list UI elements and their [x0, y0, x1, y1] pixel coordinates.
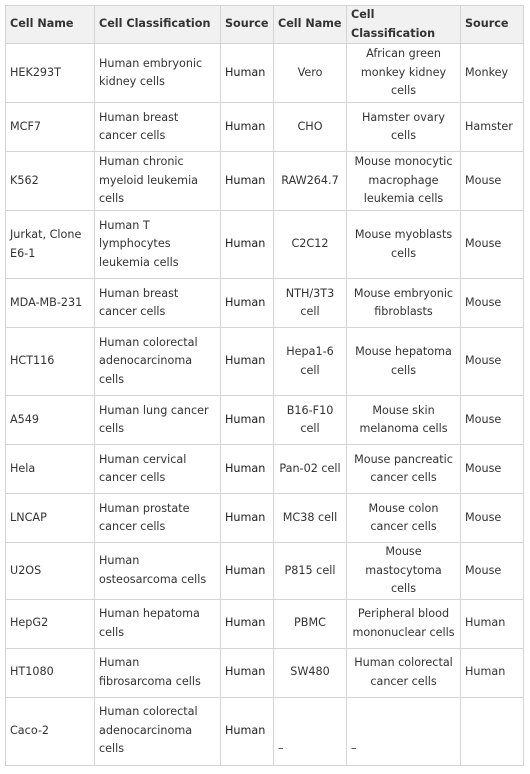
cell-source-2: Mouse [461, 494, 524, 543]
cell-source: Human [221, 648, 274, 697]
cell-classification-2: Mouse myoblasts cells [347, 211, 461, 279]
cell-name: HepG2 [6, 599, 95, 648]
header-cell-classification: Cell Classification [95, 6, 221, 44]
cell-name-2: Pan-02 cell [274, 445, 347, 494]
cell-source-2: Mouse [461, 279, 524, 328]
cell-source-2: Mouse [461, 396, 524, 445]
cell-name: LNCAP [6, 494, 95, 543]
cell-name: Caco-2 [6, 697, 95, 765]
table-row [6, 328, 524, 396]
cell-classification: Human colorectal adenocarcinoma cells [95, 697, 221, 765]
table-row [6, 445, 524, 494]
cell-name-2: RAW264.7 [274, 152, 347, 211]
table-row [6, 648, 524, 697]
table-row [6, 543, 524, 600]
cell-classification: Human colorectal adenocarcinoma cells [95, 328, 221, 396]
cell-name-2: B16-F10 cell [274, 396, 347, 445]
cell-name: A549 [6, 396, 95, 445]
table-row [6, 211, 524, 279]
cell-name: HCT116 [6, 328, 95, 396]
cell-classification-2: Hamster ovary cells [347, 103, 461, 152]
table-row [6, 279, 524, 328]
cell-source-2: Mouse [461, 543, 524, 600]
cell-classification-2: Mouse hepatoma cells [347, 328, 461, 396]
cell-classification-2: Mouse embryonic fibroblasts [347, 279, 461, 328]
table-row [6, 152, 524, 211]
cell-source-2: Human [461, 648, 524, 697]
cell-source: Human [221, 103, 274, 152]
cell-classification: Human lung cancer cells [95, 396, 221, 445]
cell-source: Human [221, 396, 274, 445]
cell-classification: Human hepatoma cells [95, 599, 221, 648]
cell-name: Jurkat, Clone E6-1 [6, 211, 95, 279]
cell-classification-2: Mouse skin melanoma cells [347, 396, 461, 445]
cell-name-2: CHO [274, 103, 347, 152]
cell-name-2: Vero [274, 44, 347, 103]
table-row [6, 44, 524, 103]
cell-name-2: NTH/3T3 cell [274, 279, 347, 328]
cell-classification: Human cervical cancer cells [95, 445, 221, 494]
cell-name: HEK293T [6, 44, 95, 103]
table-row [6, 599, 524, 648]
cell-classification-2: Mouse colon cancer cells [347, 494, 461, 543]
cell-name-2: PBMC [274, 599, 347, 648]
cell-source: Human [221, 599, 274, 648]
cell-name: U2OS [6, 543, 95, 600]
cell-classification: Human breast cancer cells [95, 103, 221, 152]
header-cell-name: Cell Name [6, 6, 95, 44]
cell-source: Human [221, 279, 274, 328]
cell-name: MDA-MB-231 [6, 279, 95, 328]
table-body [6, 44, 524, 766]
cell-name-2: P815 cell [274, 543, 347, 600]
cell-source: Human [221, 494, 274, 543]
header-source: Source [221, 6, 274, 44]
cell-line-table [5, 5, 524, 766]
cell-source-2: Mouse [461, 445, 524, 494]
table-row [6, 494, 524, 543]
cell-name-2: SW480 [274, 648, 347, 697]
table-header-row [6, 6, 524, 44]
cell-classification-2: Peripheral blood mononuclear cells [347, 599, 461, 648]
cell-name: Hela [6, 445, 95, 494]
cell-classification: Human breast cancer cells [95, 279, 221, 328]
cell-source: Human [221, 152, 274, 211]
table-row [6, 697, 524, 765]
cell-classification-2: African green monkey kidney cells [347, 44, 461, 103]
header-cell-name-2: Cell Name [274, 6, 347, 44]
cell-name: MCF7 [6, 103, 95, 152]
cell-name-2: MC38 cell [274, 494, 347, 543]
cell-name-2: Hepa1-6 cell [274, 328, 347, 396]
header-source-2: Source [461, 6, 524, 44]
cell-classification: Human T lymphocytes leukemia cells [95, 211, 221, 279]
cell-classification: Human osteosarcoma cells [95, 543, 221, 600]
cell-classification-2: Mouse pancreatic cancer cells [347, 445, 461, 494]
cell-source-2: Mouse [461, 328, 524, 396]
cell-source-2: Human [461, 599, 524, 648]
cell-classification-2: – [347, 697, 461, 765]
table-row [6, 103, 524, 152]
cell-classification-2: Mouse mastocytoma cells [347, 543, 461, 600]
cell-source: Human [221, 543, 274, 600]
cell-source: Human [221, 445, 274, 494]
cell-classification: Human prostate cancer cells [95, 494, 221, 543]
cell-classification: Human chronic myeloid leukemia cells [95, 152, 221, 211]
cell-source-2: Hamster [461, 103, 524, 152]
cell-name: HT1080 [6, 648, 95, 697]
cell-source-2 [461, 697, 524, 765]
cell-source: Human [221, 328, 274, 396]
cell-name: K562 [6, 152, 95, 211]
cell-name-2: – [274, 697, 347, 765]
table-row [6, 396, 524, 445]
cell-source: Human [221, 44, 274, 103]
cell-classification-2: Mouse monocytic macrophage leukemia cells [347, 152, 461, 211]
cell-classification: Human fibrosarcoma cells [95, 648, 221, 697]
cell-classification: Human embryonic kidney cells [95, 44, 221, 103]
cell-source: Human [221, 697, 274, 765]
cell-source-2: Mouse [461, 211, 524, 279]
header-cell-classification-2: Cell Classification [347, 6, 461, 44]
cell-classification-2: Human colorectal cancer cells [347, 648, 461, 697]
cell-name-2: C2C12 [274, 211, 347, 279]
cell-source-2: Monkey [461, 44, 524, 103]
cell-source: Human [221, 211, 274, 279]
cell-source-2: Mouse [461, 152, 524, 211]
